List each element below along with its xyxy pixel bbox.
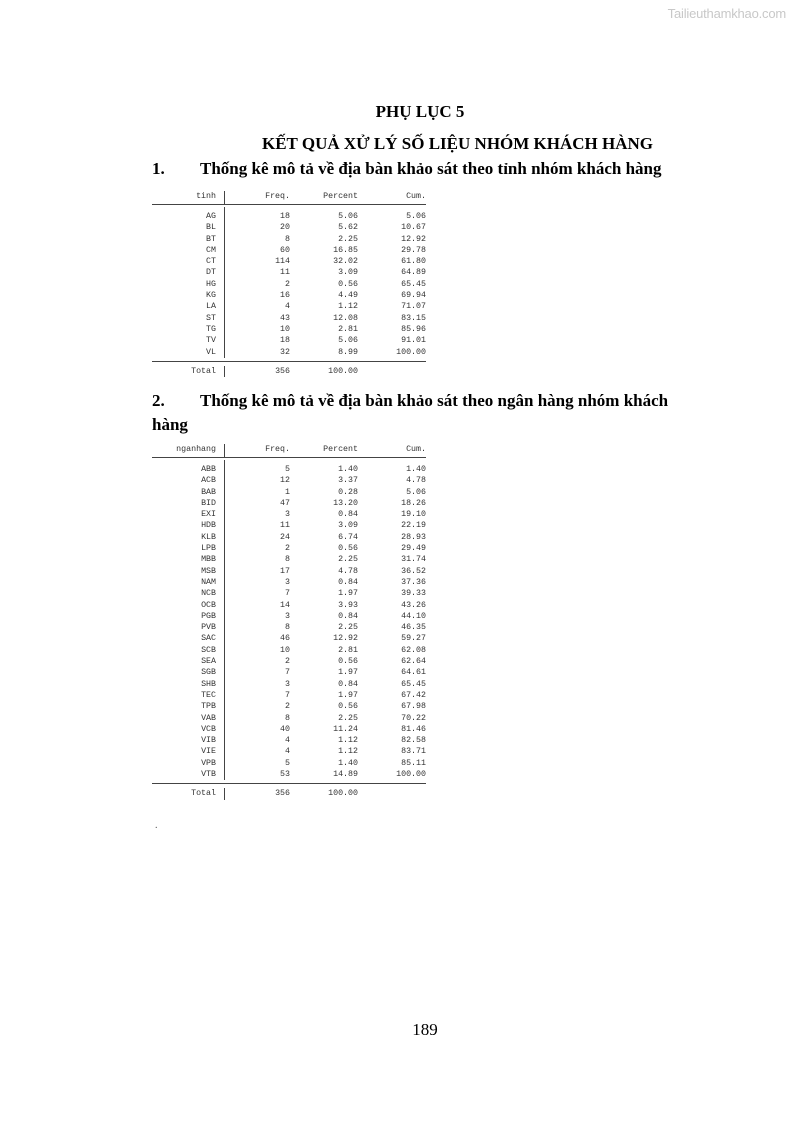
row-label: PVB <box>152 622 225 633</box>
percent-cell: 3.93 <box>338 600 358 610</box>
percent-cell: 8.99 <box>338 347 358 357</box>
percent-cell: 100.00 <box>328 366 358 376</box>
table-row <box>152 667 426 678</box>
percent-cell: 13.20 <box>333 498 358 508</box>
cum-cell: 31.74 <box>401 555 426 565</box>
row-label: Total <box>152 788 225 799</box>
freq-cell: 3 <box>285 679 290 689</box>
cum-cell: 29.78 <box>401 245 426 255</box>
table-row <box>152 347 426 358</box>
row-label: TPB <box>152 701 225 712</box>
percent-cell: 1.12 <box>338 302 358 312</box>
row-label: SAC <box>152 633 225 644</box>
table-row <box>152 313 426 324</box>
row-label: SCB <box>152 645 225 656</box>
table-row <box>152 633 426 644</box>
row-label: BT <box>152 234 225 245</box>
cum-cell: 4.78 <box>406 476 426 486</box>
percent-cell: 3.09 <box>338 521 358 531</box>
freq-cell: 8 <box>285 555 290 565</box>
freq-cell: 5 <box>285 758 290 768</box>
table-row <box>152 290 426 301</box>
cum-cell <box>358 788 426 799</box>
watermark: Tailieuthamkhao.com <box>667 6 786 21</box>
freq-cell: 10 <box>280 324 290 334</box>
percent-cell: 0.84 <box>338 577 358 587</box>
cum-cell: 83.71 <box>401 747 426 757</box>
row-label: EXI <box>152 509 225 520</box>
table-row <box>152 577 426 588</box>
section-number: 2. <box>152 391 165 410</box>
table-row <box>152 498 426 509</box>
table-row <box>152 475 426 486</box>
section-title: Thống kê mô tả về địa bàn khảo sát theo ngân hàng nhóm khách hàng <box>152 391 669 434</box>
table-row <box>152 679 426 690</box>
freq-cell: 2 <box>285 279 290 289</box>
cum-cell: Cum. <box>406 445 426 454</box>
table-rule <box>152 457 426 458</box>
percent-cell: 2.25 <box>338 234 358 244</box>
cum-cell: 65.45 <box>401 679 426 689</box>
table-row <box>152 509 426 520</box>
percent-cell: 0.84 <box>338 679 358 689</box>
table-row <box>152 487 426 498</box>
percent-cell: Percent <box>323 192 358 201</box>
percent-cell: 1.40 <box>338 758 358 768</box>
cum-cell: 67.42 <box>401 690 426 700</box>
cum-cell: 69.94 <box>401 291 426 301</box>
freq-cell: 8 <box>285 234 290 244</box>
percent-cell: 5.06 <box>338 212 358 221</box>
row-label: ACB <box>152 475 225 486</box>
table-row <box>152 301 426 312</box>
row-label: Total <box>152 366 225 377</box>
percent-cell: 1.40 <box>338 465 358 474</box>
percent-cell: 16.85 <box>333 245 358 255</box>
freq-cell: 53 <box>280 770 290 780</box>
cum-cell: 62.64 <box>401 657 426 667</box>
row-label: AG <box>152 211 225 222</box>
freq-cell: 1 <box>285 487 290 497</box>
cum-cell: 46.35 <box>401 623 426 633</box>
table-header-row <box>152 191 426 204</box>
row-label: KG <box>152 290 225 301</box>
freq-cell: 2 <box>285 544 290 554</box>
table-row <box>152 656 426 667</box>
percent-cell: 11.24 <box>333 724 358 734</box>
row-label: VIB <box>152 735 225 746</box>
table-total-row <box>152 366 426 377</box>
freq-cell: 7 <box>285 589 290 599</box>
cum-cell: 19.10 <box>401 510 426 520</box>
freq-cell: 356 <box>275 366 290 376</box>
percent-cell: 1.97 <box>338 589 358 599</box>
section-heading-2 <box>152 389 692 437</box>
page-number: 189 <box>412 1020 438 1039</box>
table-row <box>152 554 426 565</box>
freq-cell: 4 <box>285 736 290 746</box>
table-row <box>152 245 426 256</box>
percent-cell: 100.00 <box>328 789 358 799</box>
row-label: OCB <box>152 600 225 611</box>
row-label: BID <box>152 498 225 509</box>
cum-cell: 85.11 <box>401 758 426 768</box>
cum-cell: 61.80 <box>401 257 426 267</box>
row-label: HDB <box>152 520 225 531</box>
freq-cell: Freq. <box>265 445 290 454</box>
table-row <box>152 600 426 611</box>
table-rule <box>152 361 426 362</box>
row-label: LPB <box>152 543 225 554</box>
table-row <box>152 464 426 475</box>
cum-cell: 39.33 <box>401 589 426 599</box>
row-label: ABB <box>152 464 225 475</box>
freq-cell: 16 <box>280 291 290 301</box>
freq-cell: 14 <box>280 600 290 610</box>
table-row <box>152 690 426 701</box>
row-label: VAB <box>152 713 225 724</box>
freq-cell: 32 <box>280 347 290 357</box>
row-label: BL <box>152 222 225 233</box>
section-number: 1. <box>152 159 165 178</box>
cum-cell: 36.52 <box>401 566 426 576</box>
cum-cell: 100.00 <box>396 770 426 780</box>
appendix-title: PHỤ LỤC 5 <box>375 102 465 121</box>
freq-cell: 18 <box>280 336 290 346</box>
row-label: TG <box>152 324 225 335</box>
table-total-row <box>152 788 426 799</box>
row-label: CM <box>152 245 225 256</box>
row-label: TEC <box>152 690 225 701</box>
table-row <box>152 611 426 622</box>
percent-cell: 32.02 <box>333 257 358 267</box>
row-label: CT <box>152 256 225 267</box>
cum-cell: 28.93 <box>401 532 426 542</box>
table-row <box>152 324 426 335</box>
main-title: KẾT QUẢ XỬ LÝ SỐ LIỆU NHÓM KHÁCH HÀNG <box>262 134 654 153</box>
table-row <box>152 724 426 735</box>
freq-cell: 24 <box>280 532 290 542</box>
cum-cell: 5.06 <box>406 212 426 221</box>
cum-cell: 91.01 <box>401 336 426 346</box>
row-label: BAB <box>152 487 225 498</box>
row-label: PGB <box>152 611 225 622</box>
cum-cell: 67.98 <box>401 702 426 712</box>
row-label: VCB <box>152 724 225 735</box>
percent-cell: 12.08 <box>333 313 358 323</box>
cum-cell: 29.49 <box>401 544 426 554</box>
cum-cell: 81.46 <box>401 724 426 734</box>
freq-cell: 8 <box>285 623 290 633</box>
freq-cell: 2 <box>285 657 290 667</box>
percent-cell: 5.62 <box>338 223 358 233</box>
row-label: HG <box>152 279 225 290</box>
cum-cell: 65.45 <box>401 279 426 289</box>
cum-cell: 64.89 <box>401 268 426 278</box>
frequency-table-nganhang <box>152 444 426 800</box>
table-row <box>152 234 426 245</box>
table-row <box>152 588 426 599</box>
freq-cell: 18 <box>280 212 290 221</box>
freq-cell: 356 <box>275 789 290 799</box>
table-row <box>152 335 426 346</box>
row-label: SEA <box>152 656 225 667</box>
frequency-table-tinh <box>152 191 426 377</box>
cum-cell: Cum. <box>406 192 426 201</box>
table-row <box>152 211 426 222</box>
table-row <box>152 746 426 757</box>
percent-cell: 2.25 <box>338 713 358 723</box>
freq-cell: 11 <box>280 521 290 531</box>
percent-cell: 0.56 <box>338 279 358 289</box>
table-row <box>152 735 426 746</box>
cum-cell: 18.26 <box>401 498 426 508</box>
table-row <box>152 622 426 633</box>
table-rule <box>152 783 426 784</box>
freq-cell: 20 <box>280 223 290 233</box>
table-row <box>152 520 426 531</box>
freq-cell: 3 <box>285 611 290 621</box>
row-label: NAM <box>152 577 225 588</box>
table-row <box>152 532 426 543</box>
table-row <box>152 701 426 712</box>
row-label: ST <box>152 313 225 324</box>
freq-cell: 3 <box>285 510 290 520</box>
cum-cell: 37.36 <box>401 577 426 587</box>
trailing-mark: . <box>155 820 158 831</box>
percent-cell: 1.12 <box>338 736 358 746</box>
cum-cell: 44.10 <box>401 611 426 621</box>
freq-cell: Freq. <box>265 192 290 201</box>
freq-cell: 46 <box>280 634 290 644</box>
percent-cell: 12.92 <box>333 634 358 644</box>
cum-cell: 12.92 <box>401 234 426 244</box>
cum-cell: 62.08 <box>401 645 426 655</box>
percent-cell: 14.89 <box>333 770 358 780</box>
percent-cell: 0.84 <box>338 510 358 520</box>
freq-cell: 40 <box>280 724 290 734</box>
section-heading-1 <box>152 159 661 179</box>
freq-cell: 43 <box>280 313 290 323</box>
freq-cell: 2 <box>285 702 290 712</box>
row-label: nganhang <box>152 444 225 457</box>
row-label: DT <box>152 267 225 278</box>
table-row <box>152 566 426 577</box>
cum-cell: 59.27 <box>401 634 426 644</box>
percent-cell: Percent <box>323 445 358 454</box>
percent-cell: 1.97 <box>338 690 358 700</box>
cum-cell: 85.96 <box>401 324 426 334</box>
percent-cell: 3.37 <box>338 476 358 486</box>
freq-cell: 47 <box>280 498 290 508</box>
freq-cell: 4 <box>285 302 290 312</box>
freq-cell: 12 <box>280 476 290 486</box>
freq-cell: 17 <box>280 566 290 576</box>
percent-cell: 0.56 <box>338 657 358 667</box>
freq-cell: 11 <box>280 268 290 278</box>
freq-cell: 7 <box>285 690 290 700</box>
cum-cell: 83.15 <box>401 313 426 323</box>
freq-cell: 60 <box>280 245 290 255</box>
row-label: MBB <box>152 554 225 565</box>
section-title: Thống kê mô tả về địa bàn khảo sát theo tỉnh nhóm khách hàng <box>200 159 662 178</box>
percent-cell: 0.28 <box>338 487 358 497</box>
row-label: VL <box>152 347 225 358</box>
table-row <box>152 543 426 554</box>
percent-cell: 1.12 <box>338 747 358 757</box>
percent-cell: 1.97 <box>338 668 358 678</box>
percent-cell: 2.25 <box>338 623 358 633</box>
cum-cell: 5.06 <box>406 487 426 497</box>
percent-cell: 2.81 <box>338 324 358 334</box>
cum-cell: 43.26 <box>401 600 426 610</box>
percent-cell: 0.56 <box>338 702 358 712</box>
cum-cell: 22.19 <box>401 521 426 531</box>
row-label: MSB <box>152 566 225 577</box>
freq-cell: 8 <box>285 713 290 723</box>
row-label: VIE <box>152 746 225 757</box>
row-label: SHB <box>152 679 225 690</box>
percent-cell: 3.09 <box>338 268 358 278</box>
freq-cell: 10 <box>280 645 290 655</box>
table-row <box>152 713 426 724</box>
freq-cell: 7 <box>285 668 290 678</box>
freq-cell: 4 <box>285 747 290 757</box>
row-label: TV <box>152 335 225 346</box>
row-label: LA <box>152 301 225 312</box>
percent-cell: 6.74 <box>338 532 358 542</box>
cum-cell: 82.58 <box>401 736 426 746</box>
cum-cell <box>358 366 426 377</box>
percent-cell: 4.78 <box>338 566 358 576</box>
percent-cell: 2.81 <box>338 645 358 655</box>
freq-cell: 5 <box>285 465 290 474</box>
table-rule <box>152 204 426 205</box>
percent-cell: 2.25 <box>338 555 358 565</box>
freq-cell: 3 <box>285 577 290 587</box>
percent-cell: 4.49 <box>338 291 358 301</box>
row-label: VTB <box>152 769 225 780</box>
row-label: tinh <box>152 191 225 204</box>
cum-cell: 71.07 <box>401 302 426 312</box>
cum-cell: 70.22 <box>401 713 426 723</box>
table-row <box>152 758 426 769</box>
table-row <box>152 222 426 233</box>
table-row <box>152 769 426 780</box>
table-row <box>152 279 426 290</box>
percent-cell: 0.84 <box>338 611 358 621</box>
table-row <box>152 256 426 267</box>
row-label: VPB <box>152 758 225 769</box>
row-label: KLB <box>152 532 225 543</box>
cum-cell: 1.40 <box>406 465 426 474</box>
freq-cell: 114 <box>275 257 290 267</box>
cum-cell: 64.61 <box>401 668 426 678</box>
percent-cell: 5.06 <box>338 336 358 346</box>
row-label: NCB <box>152 588 225 599</box>
percent-cell: 0.56 <box>338 544 358 554</box>
cum-cell: 10.67 <box>401 223 426 233</box>
row-label: SGB <box>152 667 225 678</box>
table-header-row <box>152 444 426 457</box>
cum-cell: 100.00 <box>396 347 426 357</box>
table-row <box>152 267 426 278</box>
table-row <box>152 645 426 656</box>
